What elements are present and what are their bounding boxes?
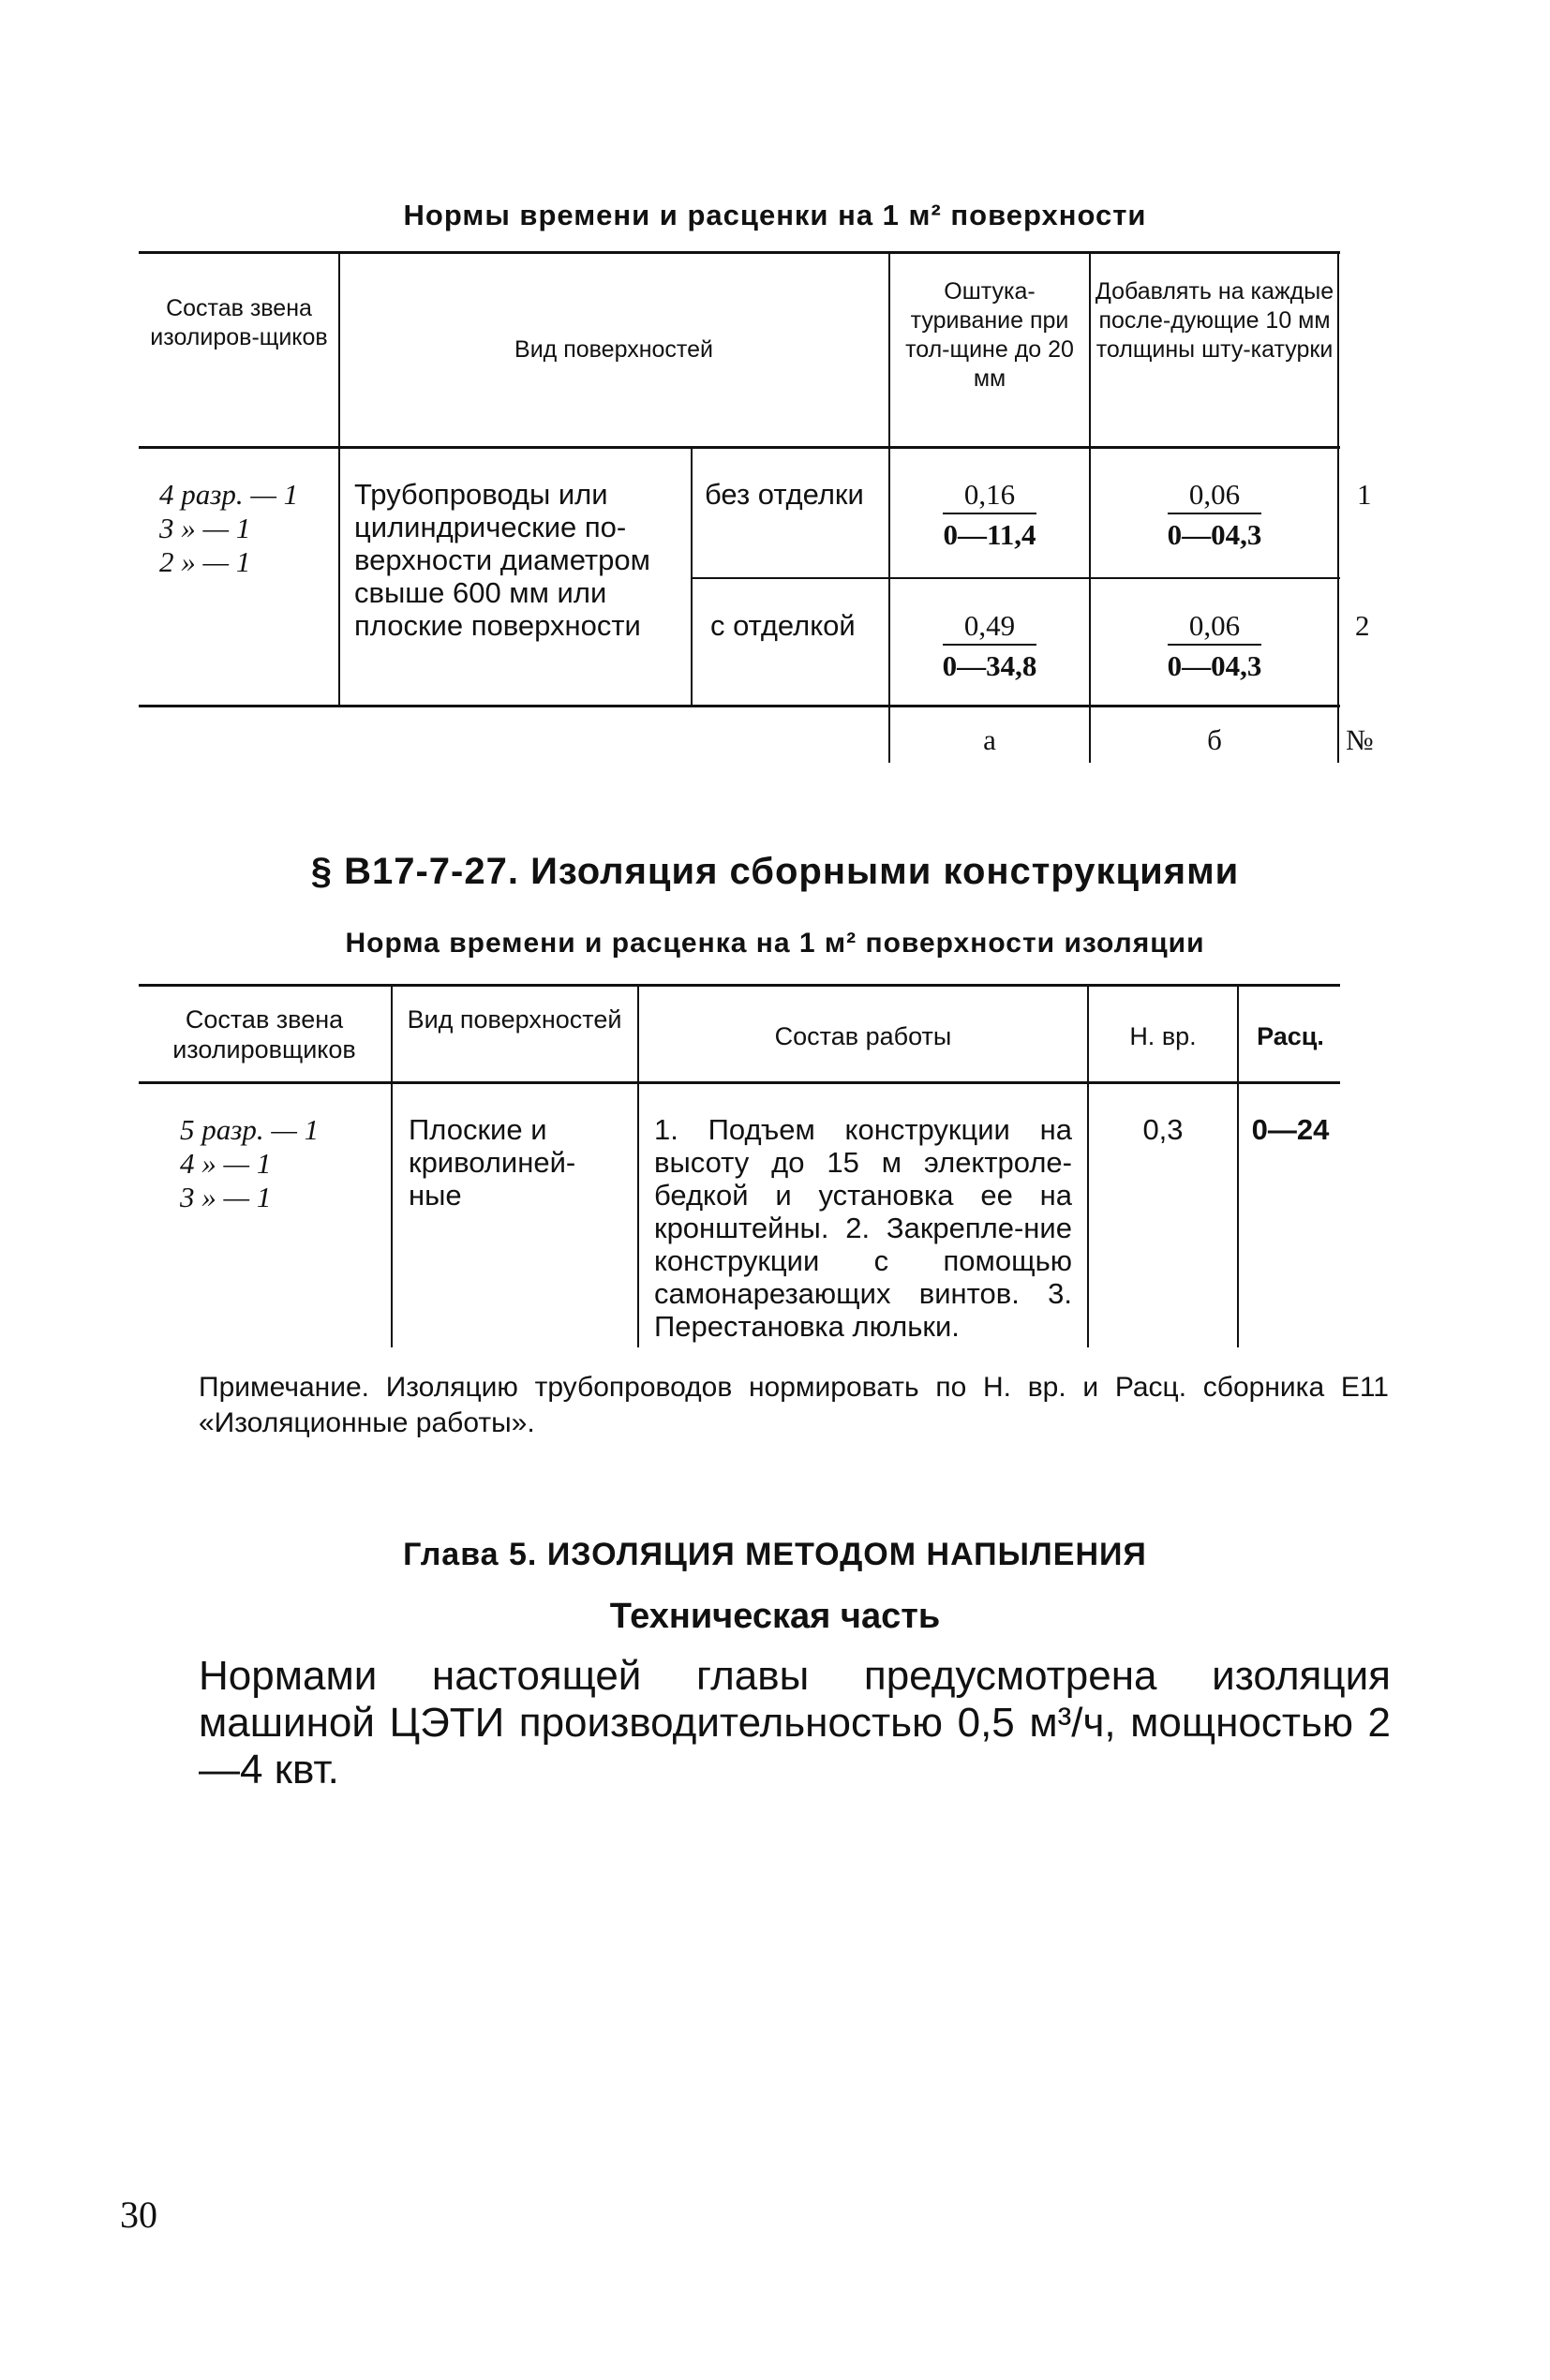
- t1-footer-num: №: [1346, 723, 1374, 756]
- t1-row1-col-a: [892, 478, 1087, 551]
- table1-caption: Нормы времени и расценки на 1 м² поверхности: [403, 199, 1147, 231]
- t1-row2-col-b: [1093, 609, 1336, 682]
- t2-header-crew: Состав звена изолировщиков: [172, 1005, 356, 1064]
- t1-crew-line-1: 4 разр. — 1: [159, 478, 299, 511]
- t1-footer-a: а: [983, 723, 996, 756]
- t2-crew-line-1: 5 разр. — 1: [180, 1113, 320, 1146]
- t2-work-text: 1. Подъем конструкции на высоту до 15 м электроле-бедкой и установка ее на кронштейны. 2. Закрепле-ние конструкции с помощью самонарезающих винтов. 3. Перестановка люльки.: [654, 1113, 1072, 1343]
- t1-row2-number: 2: [1355, 609, 1370, 642]
- t1-header-add: Добавлять на каждые после-дующие 10 мм толщины шту-катурки: [1095, 278, 1334, 363]
- t2-rasc-value: 0—24: [1251, 1113, 1330, 1146]
- t1-row2-a-time: 0,49: [943, 609, 1037, 646]
- t1-row2-b-time: 0,06: [1168, 609, 1262, 646]
- t1-row2-col-a: [892, 609, 1087, 682]
- t1-header-surface: Вид поверхностей: [514, 336, 713, 363]
- page-number: 30: [120, 2194, 157, 2236]
- t2-header-rasc: Расц.: [1257, 1022, 1324, 1050]
- section-title: § В17-7-27. Изоляция сборными конструкциями: [310, 851, 1240, 892]
- t1-row1-col-b: [1093, 478, 1336, 551]
- chapter-text: Нормами настоящей главы предусмотрена изоляция машиной ЦЭТИ производительностью 0,5 м³/ч, мощностью 2—4 квт.: [199, 1653, 1391, 1792]
- t2-header-work: Состав работы: [774, 1022, 952, 1050]
- t1-footer-b: б: [1207, 723, 1222, 756]
- t1-row1-b-time: 0,06: [1168, 478, 1262, 514]
- t1-row2-b-rate: 0—04,3: [1167, 649, 1262, 682]
- t1-crew-line-2: 3 » — 1: [159, 512, 251, 544]
- t2-header-nvr: Н. вр.: [1129, 1022, 1197, 1050]
- t2-crew-line-2: 4 » — 1: [180, 1147, 272, 1180]
- t2-nvr-value: 0,3: [1142, 1113, 1184, 1146]
- t2-crew-line-3: 3 » — 1: [180, 1181, 272, 1213]
- t1-row1-b-rate: 0—04,3: [1167, 518, 1262, 551]
- t1-row2-a-rate: 0—34,8: [942, 649, 1037, 682]
- t1-header-crew: Состав звена изолиров-щиков: [150, 295, 328, 350]
- chapter-subtitle: Техническая часть: [609, 1597, 941, 1636]
- t1-crew-line-3: 2 » — 1: [159, 545, 251, 578]
- note: Примечание. Изоляцию трубопроводов нормировать по Н. вр. и Расц. сборника Е11 «Изоляционные работы».: [199, 1372, 1389, 1438]
- t1-row2-finish: с отделкой: [710, 609, 856, 642]
- t2-header-surface: Вид поверхностей: [407, 1005, 622, 1034]
- section-caption: Норма времени и расценка на 1 м² поверхности изоляции: [345, 928, 1205, 959]
- t1-row1-a-rate: 0—11,4: [943, 518, 1036, 551]
- t2-surface-text: Плоские и криволиней-ные: [409, 1113, 576, 1212]
- t1-row1-finish: без отделки: [705, 478, 864, 511]
- t1-row1-a-time: 0,16: [943, 478, 1036, 514]
- t1-row1-number: 1: [1357, 478, 1372, 511]
- chapter-title: Глава 5. ИЗОЛЯЦИЯ МЕТОДОМ НАПЫЛЕНИЯ: [403, 1537, 1147, 1572]
- t1-header-plaster: Оштука-туривание при тол-щине до 20 мм: [905, 278, 1074, 392]
- t1-surface-text: Трубопроводы или цилиндрические по-верхности диаметром свыше 600 мм или плоские поверхности: [354, 478, 650, 642]
